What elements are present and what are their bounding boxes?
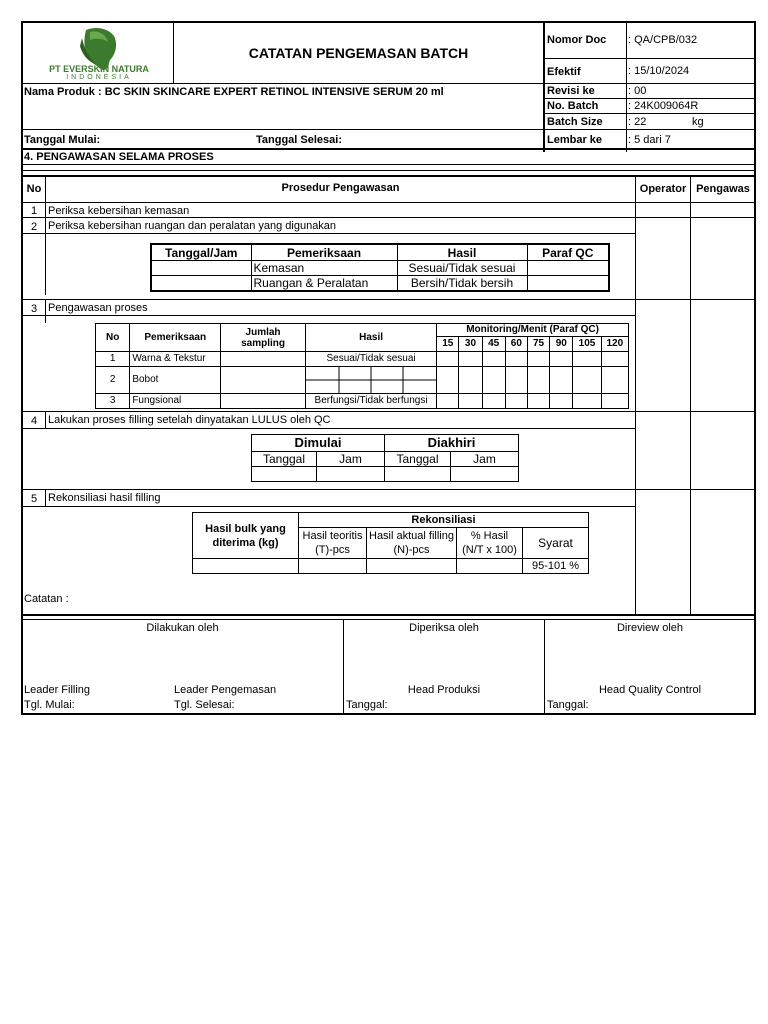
monitor-row-no: 1	[96, 352, 130, 367]
step-text: Rekonsiliasi hasil filling	[48, 492, 161, 504]
monitor-cell[interactable]	[482, 394, 505, 409]
sig-leader-packaging: Leader Pengemasan	[174, 684, 277, 696]
monitor-header-minutes: Monitoring/Menit (Paraf QC)	[437, 324, 629, 337]
recon-cell[interactable]	[457, 559, 523, 574]
monitor-cell[interactable]	[437, 367, 459, 394]
sig-head-qc: Head Quality Control	[598, 684, 702, 696]
filling-date: Tanggal	[385, 452, 451, 467]
check-cell[interactable]	[151, 261, 251, 276]
step-no: 3	[30, 303, 38, 315]
check-header: Paraf QC	[527, 244, 609, 261]
doc-value-batch: : 24K009064R	[628, 100, 699, 112]
monitor-row-check: Warna & Tekstur	[130, 352, 221, 367]
col-header-operator: Operator	[639, 183, 687, 195]
company-logo	[24, 24, 174, 84]
monitor-table	[95, 323, 629, 409]
monitor-cell[interactable]	[221, 367, 306, 394]
step-no: 2	[30, 221, 38, 233]
doc-value-nomor: : QA/CPB/032	[628, 34, 698, 46]
monitor-cell[interactable]	[505, 394, 527, 409]
minute-label: 75	[527, 337, 549, 352]
col-header-supervisor: Pengawas	[696, 183, 750, 195]
recon-table	[192, 512, 589, 574]
sig-done-by: Dilakukan oleh	[146, 622, 219, 634]
minute-label: 60	[505, 337, 527, 352]
filling-cell[interactable]	[385, 467, 451, 482]
recon-requirement-value: 95-101 %	[523, 559, 589, 574]
monitor-cell[interactable]	[482, 367, 505, 394]
company-name: PT EVERSKIN NATURA	[49, 64, 149, 74]
monitor-cell[interactable]	[527, 394, 549, 409]
recon-cell[interactable]	[193, 559, 299, 574]
monitor-cell[interactable]	[550, 394, 573, 409]
monitor-header-sampling: Jumlah sampling	[221, 324, 306, 352]
step-text: Lakukan proses filling setelah dinyatakan LULUS oleh QC	[48, 414, 331, 426]
filling-cell[interactable]	[451, 467, 519, 482]
start-date-label: Tanggal Mulai:	[24, 134, 101, 146]
monitor-header-check: Pemeriksaan	[130, 324, 221, 352]
check-item: Kemasan	[251, 261, 397, 276]
monitor-cell[interactable]	[437, 394, 459, 409]
check-header: Pemeriksaan	[251, 244, 397, 261]
filling-date: Tanggal	[252, 452, 317, 467]
doc-unit-batch-size: kg	[692, 116, 704, 128]
step-text: Periksa kebersihan kemasan	[48, 205, 190, 217]
check-table	[150, 243, 610, 292]
recon-cell[interactable]	[299, 559, 367, 574]
check-cell[interactable]	[151, 276, 251, 292]
check-cell[interactable]	[527, 276, 609, 292]
doc-value-efektif: : 15/10/2024	[628, 65, 690, 77]
recon-actual: Hasil aktual filling (N)-pcs	[367, 528, 457, 559]
monitor-row-check: Fungsional	[130, 394, 221, 409]
col-header-procedure: Prosedur Pengawasan	[281, 182, 400, 194]
monitor-header-no: No	[96, 324, 130, 352]
monitor-cell[interactable]	[573, 352, 601, 367]
minute-label: 90	[550, 337, 573, 352]
monitor-cell[interactable]	[437, 352, 459, 367]
page-title: CATATAN PENGEMASAN BATCH	[248, 45, 469, 61]
monitor-cell[interactable]	[527, 352, 549, 367]
doc-label-efektif: Efektif	[547, 66, 581, 78]
col-header-no: No	[26, 183, 42, 195]
monitor-cell[interactable]	[459, 367, 482, 394]
check-item: Ruangan & Peralatan	[251, 276, 397, 292]
sig-leader-filling: Leader Filling	[24, 684, 91, 696]
sig-start-date: Tgl. Mulai:	[24, 699, 75, 711]
check-result: Sesuai/Tidak sesuai	[397, 261, 527, 276]
product-name: Nama Produk : BC SKIN SKINCARE EXPERT RETINOL INTENSIVE SERUM 20 ml	[24, 86, 444, 98]
monitor-cell[interactable]	[482, 352, 505, 367]
filling-cell[interactable]	[252, 467, 317, 482]
company-country: INDONESIA	[66, 74, 132, 81]
filling-cell[interactable]	[317, 467, 385, 482]
filling-table	[251, 434, 519, 482]
monitor-row-result: Berfungsi/Tidak berfungsi	[305, 394, 436, 409]
check-cell[interactable]	[527, 261, 609, 276]
monitor-row-result[interactable]	[305, 367, 436, 394]
monitor-cell[interactable]	[601, 352, 628, 367]
doc-label-nomor: Nomor Doc	[547, 34, 607, 46]
monitor-cell[interactable]	[601, 394, 628, 409]
notes-label: Catatan :	[24, 593, 69, 605]
filling-time: Jam	[451, 452, 519, 467]
check-result: Bersih/Tidak bersih	[397, 276, 527, 292]
section-title: 4. PENGAWASAN SELAMA PROSES	[24, 151, 214, 163]
monitor-header-result: Hasil	[305, 324, 436, 352]
end-date-label: Tanggal Selesai:	[256, 134, 342, 146]
monitor-row-no: 2	[96, 367, 130, 394]
sig-head-production: Head Produksi	[407, 684, 481, 696]
sig-date-production: Tanggal:	[346, 699, 388, 711]
monitor-row-check: Bobot	[130, 367, 221, 394]
step-no: 5	[30, 493, 38, 505]
sig-end-date: Tgl. Selesai:	[174, 699, 235, 711]
recon-requirement: Syarat	[523, 528, 589, 559]
filling-time: Jam	[317, 452, 385, 467]
monitor-row-result: Sesuai/Tidak sesuai	[305, 352, 436, 367]
monitor-cell[interactable]	[505, 367, 527, 394]
doc-value-revisi: : 00	[628, 85, 647, 97]
doc-value-lembar: : 5 dari 7	[628, 134, 671, 146]
monitor-cell[interactable]	[601, 367, 628, 394]
sig-date-qc: Tanggal:	[547, 699, 589, 711]
monitor-cell[interactable]	[527, 367, 549, 394]
recon-percent: % Hasil (N/T x 100)	[457, 528, 523, 559]
check-header: Hasil	[397, 244, 527, 261]
minute-label: 30	[459, 337, 482, 352]
monitor-row-no: 3	[96, 394, 130, 409]
step-text: Periksa kebersihan ruangan dan peralatan yang digunakan	[48, 220, 337, 232]
monitor-cell[interactable]	[221, 352, 306, 367]
monitor-cell[interactable]	[573, 367, 601, 394]
monitor-cell[interactable]	[505, 352, 527, 367]
filling-end: Diakhiri	[385, 435, 519, 452]
step-no: 4	[30, 415, 38, 427]
doc-label-lembar: Lembar ke	[547, 134, 603, 146]
monitor-cell[interactable]	[221, 394, 306, 409]
filling-start: Dimulai	[252, 435, 385, 452]
minute-label: 15	[437, 337, 459, 352]
recon-theoretical: Hasil teoritis (T)-pcs	[299, 528, 367, 559]
minute-label: 120	[601, 337, 628, 352]
sig-reviewed-by: Direview oleh	[616, 622, 684, 634]
step-no: 1	[30, 205, 38, 217]
recon-bulk-label: Hasil bulk yang diterima (kg)	[193, 513, 299, 559]
recon-cell[interactable]	[367, 559, 457, 574]
doc-label-batch-size: Batch Size	[547, 116, 603, 128]
minute-label: 105	[573, 337, 601, 352]
weight-grid	[306, 367, 436, 393]
doc-value-batch-size: : 22	[628, 116, 647, 128]
monitor-cell[interactable]	[550, 367, 573, 394]
monitor-cell[interactable]	[573, 394, 601, 409]
monitor-cell[interactable]	[550, 352, 573, 367]
monitor-cell[interactable]	[459, 394, 482, 409]
check-header: Tanggal/Jam	[151, 244, 251, 261]
sig-checked-by: Diperiksa oleh	[409, 622, 479, 634]
doc-label-batch: No. Batch	[547, 100, 599, 112]
step-text: Pengawasan proses	[48, 302, 148, 314]
doc-label-revisi: Revisi ke	[547, 85, 595, 97]
recon-label: Rekonsiliasi	[299, 513, 589, 528]
minute-label: 45	[482, 337, 505, 352]
monitor-cell[interactable]	[459, 352, 482, 367]
